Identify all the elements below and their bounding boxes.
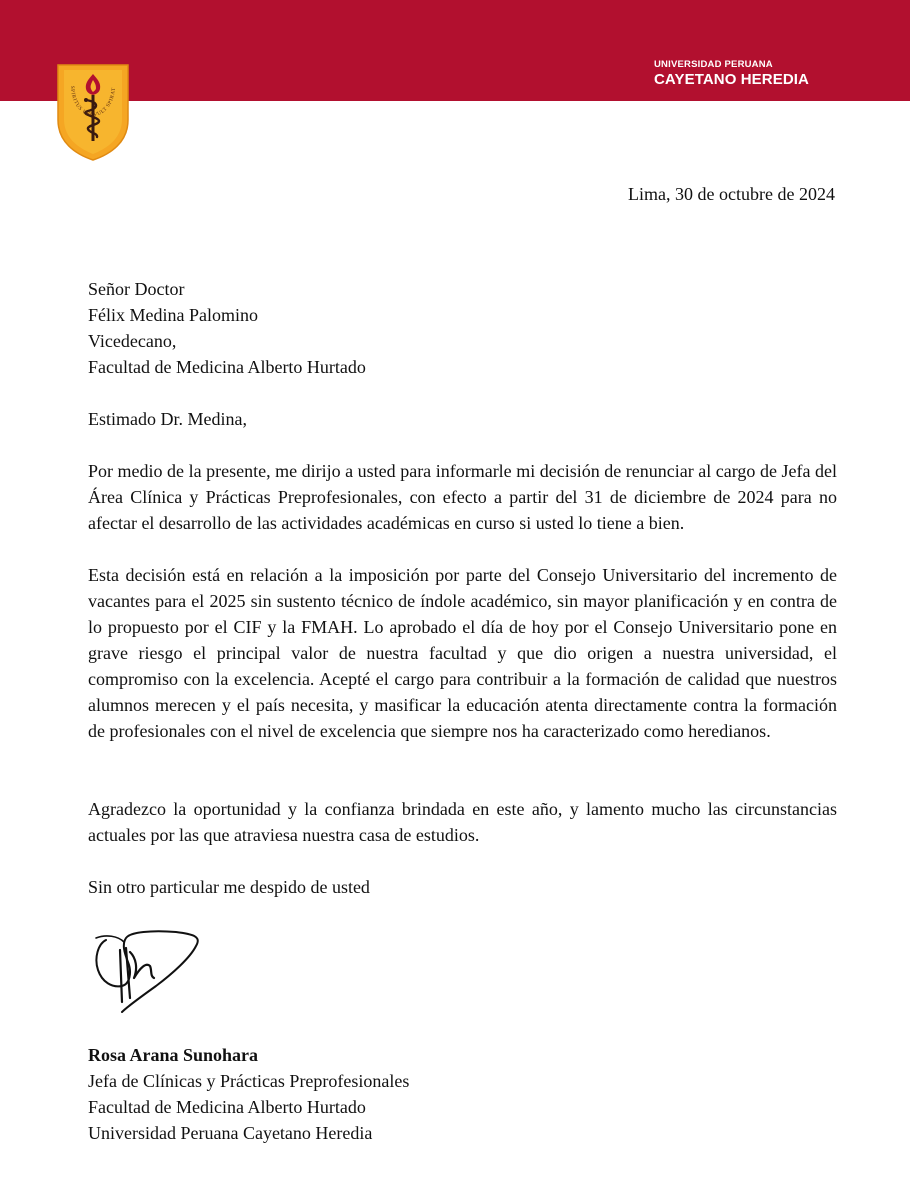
institution-name-line2: CAYETANO HEREDIA	[654, 70, 809, 88]
signer-name: Rosa Arana Sunohara	[88, 1045, 259, 1065]
body-paragraph-3: Agradezco la oportunidad y la confianza brindada en este año, y lamento mucho las circunstancias actuales por las que atraviesa nuestra casa de estudios.	[88, 799, 837, 845]
signer-university: Universidad Peruana Cayetano Heredia	[88, 1123, 373, 1143]
university-crest-logo	[55, 62, 131, 162]
recipient-line: Félix Medina Palomino	[88, 305, 258, 325]
recipient-block	[88, 276, 837, 380]
recipient-line: Vicedecano,	[88, 331, 177, 351]
institution-name	[654, 60, 809, 87]
body-paragraph-1: Por medio de la presente, me dirijo a usted para informarle mi decisión de renunciar al cargo de Jefa del Área Clínica y Prácticas Preprofesionales, con efecto a partir del 31 de diciembre de 2024 para no afectar el desarrollo de las actividades académicas en curso si usted lo tiene a bien.	[88, 461, 837, 533]
signer-title: Jefa de Clínicas y Prácticas Preprofesionales	[88, 1071, 410, 1091]
body-paragraph-2: Esta decisión está en relación a la imposición por parte del Consejo Universitario del incremento de vacantes para el 2025 sin sustento técnico de índole académico, sin mayor planificación y en contra de lo propuesto por el CIF y la FMAH. Lo aprobado el día de hoy por el Consejo Universitario pone en grave riesgo el principal valor de nuestra facultad y que dio origen a nuestra universidad, el compromiso con la excelencia. Acepté el cargo para contribuir a la formación de calidad que nuestros alumnos merecen y el país necesita, y masificar la educación atenta directamente contra la formación de profesionales con el nivel de excelencia que siempre nos ha caracterizado como heredianos.	[88, 565, 837, 741]
institution-name-line1: UNIVERSIDAD PERUANA	[654, 59, 773, 70]
recipient-line: Señor Doctor	[88, 279, 185, 299]
handwritten-signature	[92, 928, 208, 1020]
signer-faculty: Facultad de Medicina Alberto Hurtado	[88, 1097, 366, 1117]
salutation: Estimado Dr. Medina,	[88, 409, 247, 429]
closing-line: Sin otro particular me despido de usted	[88, 877, 370, 897]
signature-block	[88, 1042, 837, 1146]
recipient-line: Facultad de Medicina Alberto Hurtado	[88, 357, 366, 377]
letter-date: Lima, 30 de octubre de 2024	[628, 184, 835, 204]
crest-motto-text: SPIRITUS UBI VULT SPIRAT	[68, 85, 118, 119]
